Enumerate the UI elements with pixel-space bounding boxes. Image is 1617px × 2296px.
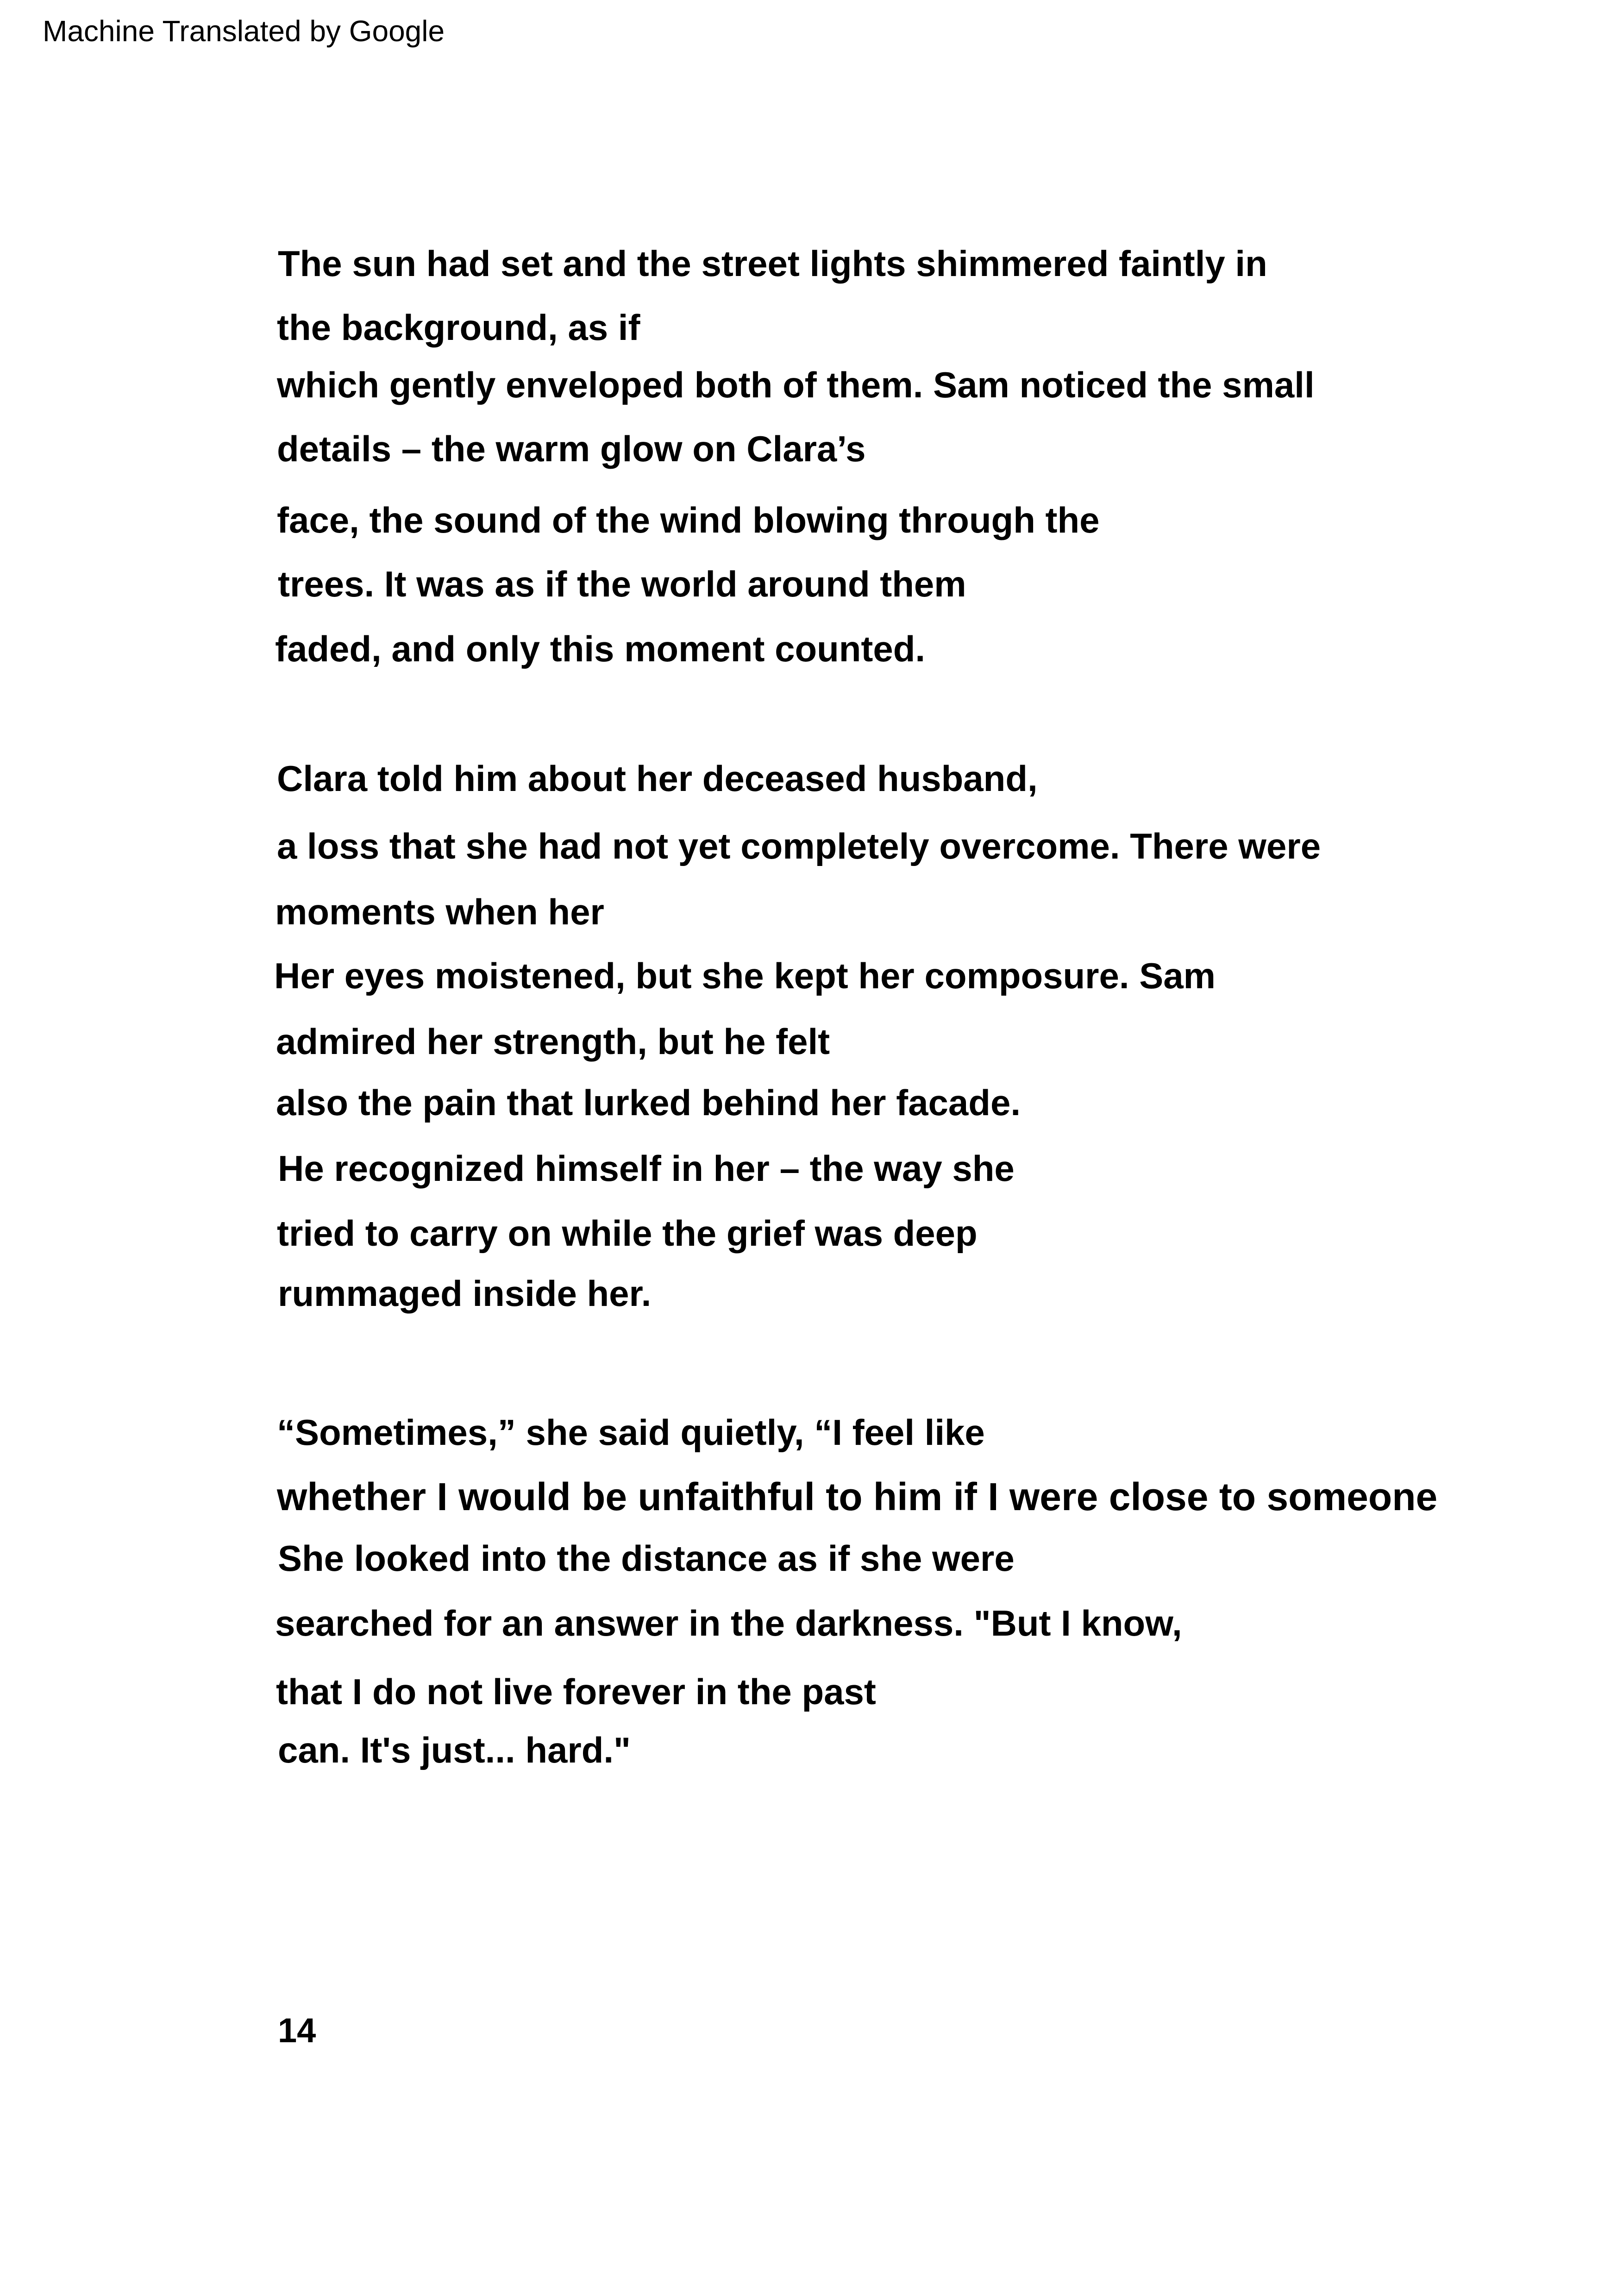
text-line: “Sometimes,” she said quietly, “I feel like bbox=[277, 1412, 985, 1453]
text-line: details – the warm glow on Clara’s bbox=[277, 428, 866, 469]
text-line: Her eyes moistened, but she kept her composure. Sam bbox=[274, 955, 1216, 996]
text-line: whether I would be unfaithful to him if I were close to someone bbox=[277, 1475, 1438, 1518]
text-line: a loss that she had not yet completely overcome. There were bbox=[277, 826, 1321, 866]
text-line: The sun had set and the street lights shimmered faintly in bbox=[278, 243, 1267, 284]
text-line: that I do not live forever in the past bbox=[276, 1671, 876, 1712]
text-line: tried to carry on while the grief was deep bbox=[277, 1213, 978, 1254]
text-line: rummaged inside her. bbox=[278, 1273, 652, 1314]
text-line: Clara told him about her deceased husband, bbox=[277, 758, 1038, 799]
text-line: the background, as if bbox=[277, 307, 640, 348]
text-line: searched for an answer in the darkness. "But I know, bbox=[275, 1603, 1182, 1644]
text-line: faded, and only this moment counted. bbox=[275, 628, 926, 669]
text-line: She looked into the distance as if she were bbox=[278, 1538, 1015, 1579]
text-line: can. It's just... hard." bbox=[278, 1730, 631, 1770]
text-line: also the pain that lurked behind her facade. bbox=[276, 1082, 1021, 1123]
text-line: face, the sound of the wind blowing through the bbox=[277, 500, 1100, 540]
text-line: moments when her bbox=[275, 891, 604, 932]
machine-translation-header: Machine Translated by Google bbox=[43, 14, 445, 48]
page-number: 14 bbox=[278, 2011, 316, 2050]
text-line: admired her strength, but he felt bbox=[276, 1021, 830, 1062]
text-line: trees. It was as if the world around them bbox=[278, 564, 966, 604]
text-line: which gently enveloped both of them. Sam noticed the small bbox=[277, 364, 1315, 405]
text-line: He recognized himself in her – the way she bbox=[278, 1148, 1015, 1189]
